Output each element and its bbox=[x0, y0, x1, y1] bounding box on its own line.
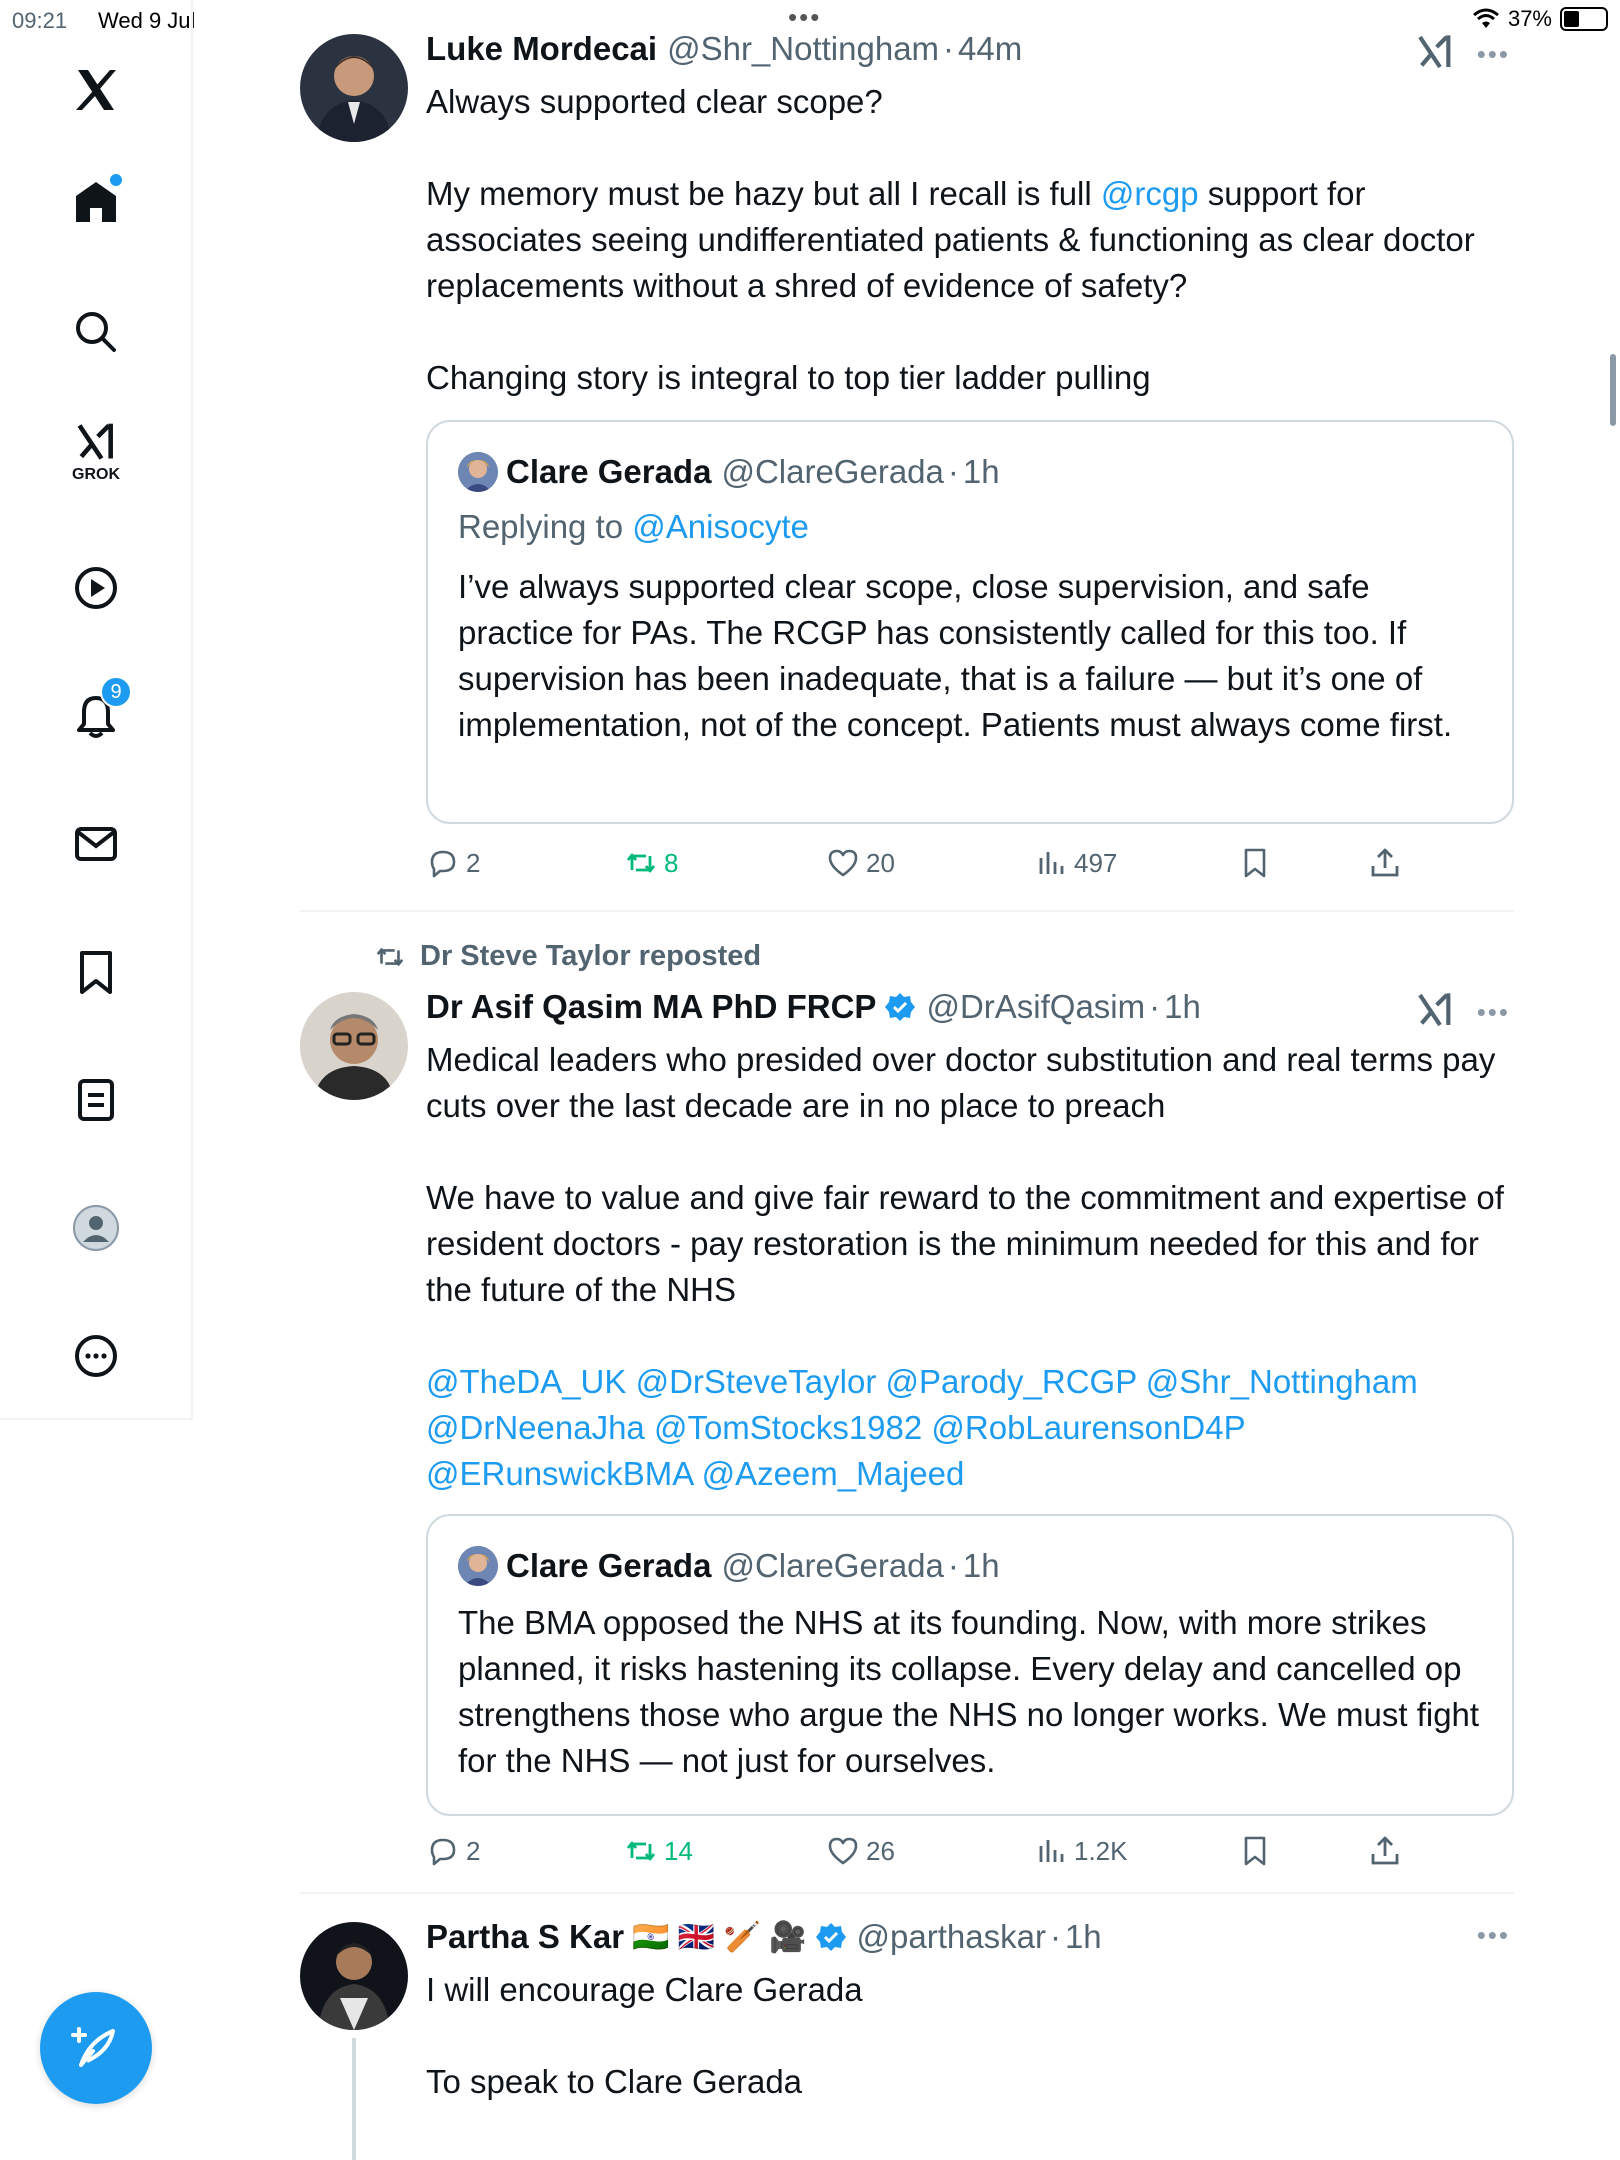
quote-avatar[interactable] bbox=[458, 452, 498, 492]
author-handle[interactable]: @DrAsifQasim bbox=[926, 988, 1146, 1025]
lists-icon[interactable] bbox=[56, 1060, 136, 1140]
reply-button[interactable] bbox=[426, 846, 480, 880]
views-button[interactable] bbox=[1034, 1834, 1128, 1868]
quote-time: 1h bbox=[962, 453, 1000, 490]
tweet-paragraph: We have to value and give fair reward to the commitment and expertise of resident doctors - pay restoration is the minimum needed for this and for the future of the NHS bbox=[426, 1179, 1504, 1308]
avatar[interactable] bbox=[300, 1922, 408, 2030]
view-count: 1.2K bbox=[1074, 1835, 1128, 1866]
separator: · bbox=[943, 30, 955, 67]
separator: · bbox=[947, 1547, 959, 1584]
tweet-header bbox=[426, 1918, 1102, 1956]
messages-icon[interactable] bbox=[56, 804, 136, 884]
battery-percent: 37% bbox=[1507, 6, 1552, 31]
quote-text: I’ve always supported clear scope, close supervision, and safe practice for PAs. The RCGP has consistently called for this too. If supervision has been inadequate, that is a failure — but it’s one of implementation, not of the concept. Patients must always come first. bbox=[458, 568, 1453, 743]
tweet-time[interactable]: 1h bbox=[1164, 988, 1201, 1025]
video-icon[interactable] bbox=[56, 548, 136, 628]
quote-header bbox=[458, 1546, 1000, 1586]
grok-explain-icon[interactable] bbox=[1415, 990, 1455, 1035]
battery-icon bbox=[1560, 7, 1608, 31]
replying-to-mention[interactable]: @Anisocyte bbox=[632, 508, 809, 545]
heart-icon bbox=[826, 846, 860, 880]
quote-author-name[interactable]: Clare Gerada bbox=[506, 1547, 712, 1584]
share-button[interactable] bbox=[1368, 846, 1402, 880]
verified-badge-icon bbox=[884, 991, 916, 1023]
author-name[interactable]: Partha S Kar bbox=[426, 1918, 625, 1955]
search-icon[interactable] bbox=[56, 292, 136, 372]
tweet-header-actions bbox=[1477, 1920, 1510, 1951]
tweet-paragraph: Changing story is integral to top tier ladder pulling bbox=[426, 359, 1151, 396]
thread-connector bbox=[352, 2038, 356, 2160]
avatar[interactable] bbox=[300, 992, 408, 1100]
tweet-paragraph: To speak to Clare Gerada bbox=[426, 2063, 803, 2100]
separator: · bbox=[1149, 988, 1161, 1025]
view-count: 497 bbox=[1074, 847, 1118, 878]
like-button[interactable] bbox=[826, 846, 895, 880]
bookmark-icon bbox=[1238, 1834, 1272, 1868]
tweet-header bbox=[426, 988, 1201, 1026]
quote-time: 1h bbox=[962, 1547, 1000, 1584]
quote-tweet[interactable] bbox=[426, 420, 1514, 824]
mention-link[interactable]: @rcgp bbox=[1100, 175, 1199, 212]
more-options-icon[interactable]: ••• bbox=[1476, 39, 1510, 69]
tweet-paragraph bbox=[426, 171, 1506, 309]
tweet-time[interactable]: 44m bbox=[958, 30, 1023, 67]
bookmarks-icon[interactable] bbox=[56, 932, 136, 1012]
tweet-header bbox=[426, 30, 1022, 68]
compose-button[interactable] bbox=[40, 1992, 152, 2104]
status-time: 09:21 bbox=[12, 8, 68, 33]
like-count: 26 bbox=[866, 1835, 895, 1866]
quote-text: The BMA opposed the NHS at its founding. Now, with more strikes planned, it risks hastening its collapse. Every delay and cancelled op strengthens those who argue the NHS no longer works. We must fight for the NHS — not just for ourselves. bbox=[458, 1604, 1480, 1779]
like-count: 20 bbox=[866, 847, 895, 878]
more-icon[interactable] bbox=[56, 1316, 136, 1396]
like-button[interactable] bbox=[826, 1834, 895, 1868]
more-options-icon[interactable]: ••• bbox=[1476, 997, 1510, 1027]
quote-author-handle[interactable]: @ClareGerada bbox=[721, 1547, 944, 1584]
sidebar bbox=[0, 0, 196, 1420]
reply-icon bbox=[426, 846, 460, 880]
grok-label: GROK bbox=[72, 466, 120, 483]
home-notification-dot bbox=[110, 174, 122, 186]
battery-fill bbox=[1564, 11, 1579, 27]
mentions-line[interactable]: @TheDA_UK @DrSteveTaylor @Parody_RCGP @Shr_Nottingham bbox=[426, 1363, 1418, 1400]
notifications-badge: 9 bbox=[100, 676, 132, 708]
status-right bbox=[1472, 6, 1608, 32]
share-icon bbox=[1368, 1834, 1402, 1868]
share-button[interactable] bbox=[1368, 1834, 1402, 1868]
reposted-by[interactable]: Dr Steve Taylor reposted bbox=[420, 940, 762, 972]
quote-author-name[interactable]: Clare Gerada bbox=[506, 453, 712, 490]
author-name[interactable]: Luke Mordecai bbox=[426, 30, 658, 67]
tweet-text bbox=[426, 1037, 1506, 1497]
quote-author-handle[interactable]: @ClareGerada bbox=[721, 453, 944, 490]
avatar[interactable] bbox=[300, 34, 408, 142]
grok-icon[interactable] bbox=[56, 412, 136, 492]
mentions-line[interactable]: @ERunswickBMA @Azeem_Majeed bbox=[426, 1455, 965, 1492]
name-emoji-flags: 🇮🇳 🇬🇧 🏏 🎥 bbox=[632, 1920, 807, 1954]
repost-count: 14 bbox=[664, 1835, 693, 1866]
views-button[interactable] bbox=[1034, 846, 1117, 880]
status-date: Wed 9 Jul bbox=[98, 8, 196, 33]
separator: · bbox=[947, 453, 959, 490]
replying-to bbox=[458, 508, 809, 546]
author-name[interactable]: Dr Asif Qasim MA PhD FRCP bbox=[426, 988, 877, 1025]
home-icon[interactable] bbox=[56, 162, 136, 242]
tweet-time[interactable]: 1h bbox=[1064, 1918, 1102, 1955]
tweet-header-actions bbox=[1415, 32, 1510, 77]
tweet-header-actions bbox=[1415, 990, 1510, 1035]
tweet-text bbox=[426, 1967, 1506, 2105]
repost-count: 8 bbox=[664, 847, 679, 878]
reply-icon bbox=[426, 1834, 460, 1868]
views-icon bbox=[1034, 846, 1068, 880]
separator: · bbox=[1049, 1918, 1061, 1955]
text-segment: support for associates seeing undifferentiated patients & functioning as clear doctor replacements without a shred of evidence of safety? bbox=[426, 175, 1475, 304]
bookmark-button[interactable] bbox=[1238, 1834, 1272, 1868]
quote-tweet[interactable] bbox=[426, 1514, 1514, 1816]
bookmark-icon bbox=[1238, 846, 1272, 880]
repost-icon bbox=[624, 846, 658, 880]
quote-avatar[interactable] bbox=[458, 1546, 498, 1586]
heart-icon bbox=[826, 1834, 860, 1868]
compose-icon bbox=[69, 2021, 123, 2075]
tweet-paragraph: I will encourage Clare Gerada bbox=[426, 1971, 863, 2008]
author-handle[interactable]: @parthaskar bbox=[856, 1918, 1046, 1955]
more-options-icon[interactable]: ••• bbox=[1476, 1920, 1510, 1950]
author-handle[interactable]: @Shr_Nottingham bbox=[667, 30, 940, 67]
repost-button[interactable] bbox=[624, 1834, 693, 1868]
tweet-divider bbox=[300, 910, 1514, 912]
bookmark-button[interactable] bbox=[1238, 846, 1272, 880]
tweet-actions bbox=[426, 846, 1526, 886]
notifications-icon[interactable] bbox=[56, 676, 136, 756]
grok-explain-icon[interactable] bbox=[1415, 32, 1455, 77]
repost-icon bbox=[374, 941, 406, 973]
text-segment: My memory must be hazy but all I recall is full bbox=[426, 175, 1101, 212]
tweet-text bbox=[426, 79, 1506, 401]
share-icon bbox=[1368, 846, 1402, 880]
scrollbar[interactable] bbox=[1610, 354, 1616, 426]
reply-count: 2 bbox=[466, 1835, 481, 1866]
reply-button[interactable] bbox=[426, 1834, 480, 1868]
tweet-paragraph: Always supported clear scope? bbox=[426, 83, 883, 120]
tweet-divider bbox=[300, 1892, 1514, 1894]
reply-count: 2 bbox=[466, 847, 481, 878]
repost-icon bbox=[624, 1834, 658, 1868]
repost-button[interactable] bbox=[624, 846, 678, 880]
replying-prefix: Replying to bbox=[458, 508, 624, 545]
wifi-icon bbox=[1472, 8, 1500, 30]
verified-badge-icon bbox=[815, 1921, 847, 1953]
tweet-paragraph: Medical leaders who presided over doctor substitution and real terms pay cuts over the last decade are in no place to preach bbox=[426, 1041, 1496, 1124]
views-icon bbox=[1034, 1834, 1068, 1868]
profile-icon[interactable] bbox=[56, 1188, 136, 1268]
multitasking-dots-icon[interactable]: ••• bbox=[788, 2, 822, 32]
x-logo-icon[interactable] bbox=[56, 50, 136, 130]
repost-context bbox=[374, 940, 761, 973]
mentions-line[interactable]: @DrNeenaJha @TomStocks1982 @RobLaurensonD4P bbox=[426, 1409, 1246, 1446]
quote-header bbox=[458, 452, 1000, 492]
tweet-actions bbox=[426, 1834, 1526, 1874]
